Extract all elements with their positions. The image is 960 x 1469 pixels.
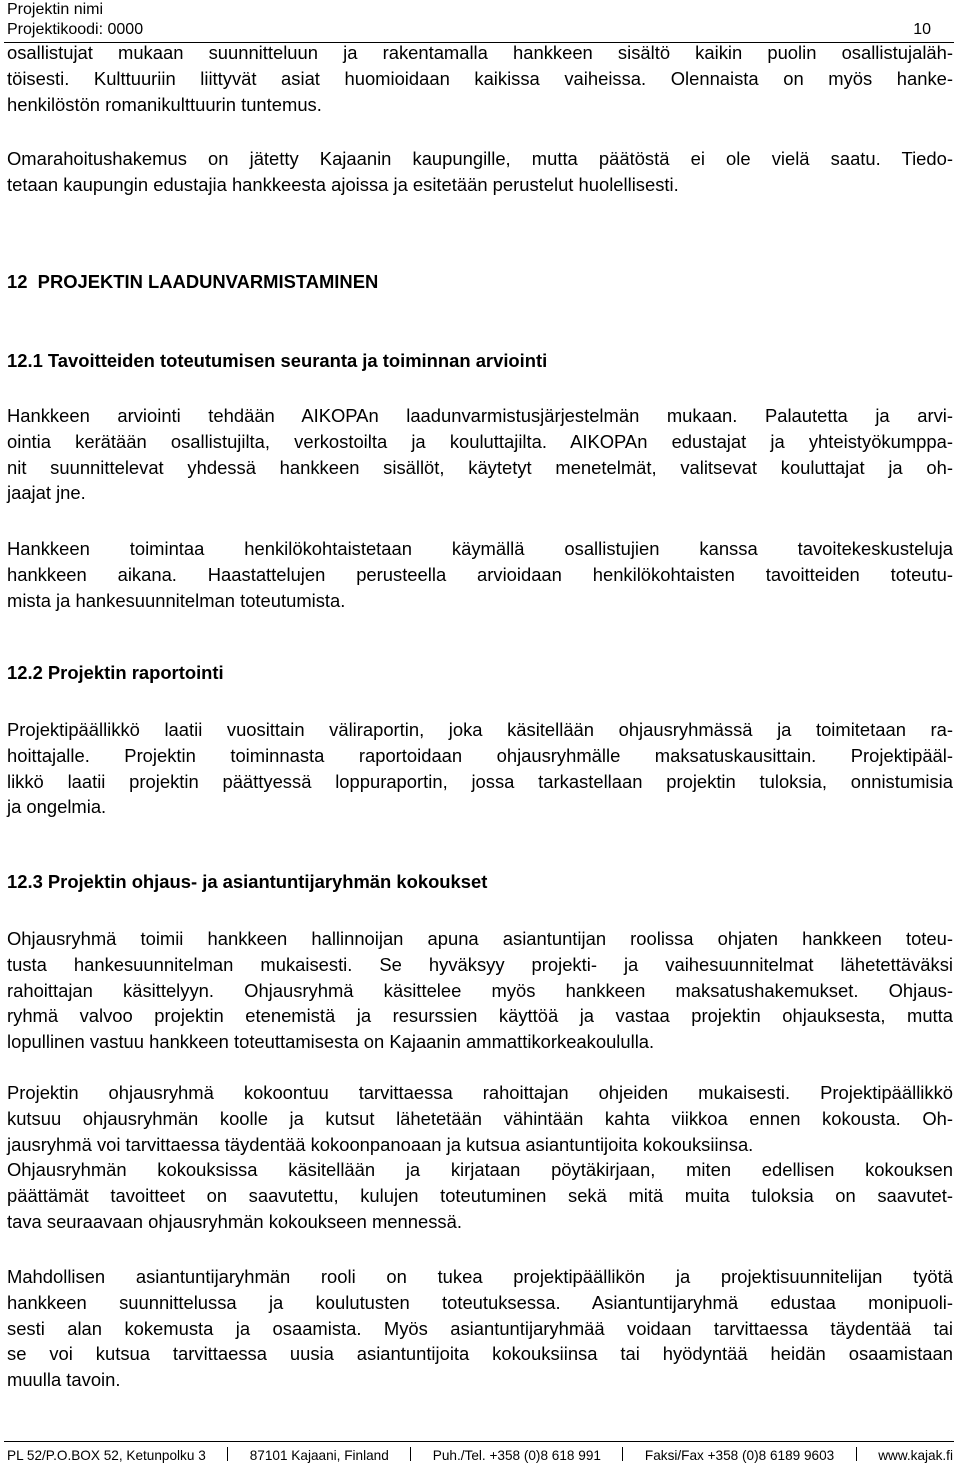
text-line: likkö laatii projektin päättyessä loppuraportin, jossa tarkastellaan projektin tuloksia, onnistumisia [7, 770, 953, 792]
section-heading-12-2: 12.2 Projektin raportointi [7, 662, 224, 683]
footer-website-link[interactable]: www.kajak.fi [878, 1448, 953, 1463]
section-12-3-paragraph-3 [7, 1264, 953, 1393]
section-heading-12: 12 PROJEKTIN LAADUNVARMISTAMINEN [7, 271, 379, 292]
text-line: ja ongelmia. [7, 796, 107, 818]
page-number: 10 [913, 21, 931, 38]
section-heading-12-1: 12.1 Tavoitteiden toteutumisen seuranta ja toiminnan arviointi [7, 350, 548, 371]
text-line: tava seuraavaan ohjausryhmän kokoukseen mennessä. [7, 1210, 462, 1232]
text-line: ryhmä valvoo projektin etenemistä ja resurssien käyttöä ja vastaa projektin ohjauksesta, mutta [7, 1005, 953, 1027]
text-line: osallistujat mukaan suunnitteluun ja rakentamalla hankkeen sisältö kaikin puolin osallistujaläh- [7, 42, 953, 63]
text-line: Omarahoitushakemus on jätetty Kajaanin kaupungille, mutta päätöstä ei ole vielä saatu. Tiedo- [7, 148, 953, 169]
footer-city: 87101 Kajaani, Finland [249, 1448, 389, 1463]
text-line: jausryhmä voi tarvittaessa täydentää kokoonpanoaan ja kutsua asiantuntijoita kokouksiinsa. [7, 1133, 754, 1155]
section-12-1-paragraph-1 [7, 403, 953, 506]
section-heading-12-3: 12.3 Projektin ohjaus- ja asiantuntijaryhmän kokoukset [7, 871, 488, 892]
text-line: päättämät tavoitteet on saavutettu, kulujen toteutuminen sekä mitä muita tuloksia on saavutet- [7, 1185, 953, 1207]
project-code: Projektikoodi: 0000 [7, 21, 144, 38]
intro-paragraph-1 [7, 40, 953, 117]
footer-phone: Puh./Tel. +358 (0)8 618 991 [432, 1448, 601, 1463]
footer-address: PL 52/P.O.BOX 52, Ketunpolku 3 [7, 1448, 206, 1463]
text-line: Ohjausryhmän kokouksissa käsitellään ja kirjataan pöytäkirjaan, miten edellisen kokouksen [7, 1159, 953, 1181]
text-line: Projektin ohjausryhmä kokoontuu tarvittaessa rahoittajan ohjeiden mukaisesti. Projektipäällikkö [7, 1082, 953, 1103]
footer-rule [4, 1441, 954, 1442]
text-line: hankkeen suunnittelussa ja koulutusten toteutuksessa. Asiantuntijaryhmä edustaa monipuoli- [7, 1291, 953, 1313]
section-12-2-paragraph-1 [7, 717, 953, 820]
text-line: henkilöstön romanikulttuurin tuntemus. [7, 93, 322, 115]
text-line: mista ja hankesuunnitelman toteutumista. [7, 589, 346, 611]
text-line: kutsuu ohjausryhmän koolle ja kutsut lähetetään vähintään kahta viikkoa ennen kokousta. Oh- [7, 1107, 953, 1129]
text-line: Hankkeen toimintaa henkilökohtaistetaan käymällä osallistujien kanssa tavoitekeskusteluja [7, 538, 953, 559]
footer-fax: Faksi/Fax +358 (0)8 6189 9603 [644, 1448, 835, 1463]
text-line: hankkeen aikana. Haastattelujen perusteella arvioidaan henkilökohtaisten tavoitteiden toteutu- [7, 563, 953, 585]
footer-separator [622, 1447, 623, 1461]
project-name: Projektin nimi [7, 1, 104, 18]
section-12-3-paragraph-2 [7, 1080, 953, 1235]
text-line: muulla tavoin. [7, 1369, 121, 1391]
section-12-1-paragraph-2 [7, 536, 953, 613]
text-line: tetaan kaupungin edustajia hankkeesta ajoissa ja esitetään perustelut huolellisesti. [7, 173, 679, 195]
text-line: töisesti. Kulttuuriin liittyvät asiat huomioidaan kaikissa vaiheissa. Olennaista on myös hanke- [7, 67, 953, 89]
text-line: Mahdollisen asiantuntijaryhmän rooli on tukea projektipäällikön ja projektisuunnitelijan työtä [7, 1266, 953, 1287]
text-line: Projektipäällikkö laatii vuosittain väliraportin, joka käsitellään ohjausryhmässä ja toimitetaan ra- [7, 719, 953, 740]
text-line: lopullinen vastuu hankkeen toteuttamisesta on Kajaanin ammattikorkeakoululla. [7, 1031, 655, 1053]
text-line: ointia kerätään osallistujilta, verkostoilta ja kouluttajilta. AIKOPAn edustajat ja yhteistyökumppa- [7, 430, 953, 452]
text-line: rahoittajan käsittelyyn. Ohjausryhmä käsittelee myös hankkeen maksatushakemukset. Ohjaus- [7, 979, 953, 1001]
text-line: hoittajalle. Projektin toiminnasta raportoidaan ohjausryhmälle maksatuskausittain. Projektipääl- [7, 744, 953, 766]
footer-separator [856, 1447, 857, 1461]
section-12-3-paragraph-1 [7, 926, 953, 1055]
text-line: Hankkeen arviointi tehdään AIKOPAn laadunvarmistusjärjestelmän mukaan. Palautetta ja arvi- [7, 405, 953, 426]
text-line: Ohjausryhmä toimii hankkeen hallinnoijan apuna asiantuntijan roolissa ohjaten hankkeen toteu- [7, 928, 953, 949]
footer-separator [410, 1447, 411, 1461]
intro-paragraph-2 [7, 146, 953, 198]
text-line: se voi kutsua tarvittaessa uusia asiantuntijoita kokouksiinsa tai hyödyntää heidän osaamistaan [7, 1343, 953, 1365]
page-footer [7, 1447, 953, 1465]
text-line: tusta hankesuunnitelman mukaisesti. Se hyväksyy projekti- ja vaihesuunnitelmat lähetettäväksi [7, 953, 953, 975]
text-line: jaajat jne. [7, 482, 86, 504]
text-line: nit suunnittelevat yhdessä hankkeen sisällöt, käytetyt menetelmät, valitsevat kouluttajat ja oh- [7, 456, 953, 478]
footer-separator [227, 1447, 228, 1461]
page-header [7, 0, 953, 40]
text-line: sesti alan kokemusta ja osaamista. Myös asiantuntijaryhmää voidaan tarvittaessa täydentää tai [7, 1317, 953, 1339]
